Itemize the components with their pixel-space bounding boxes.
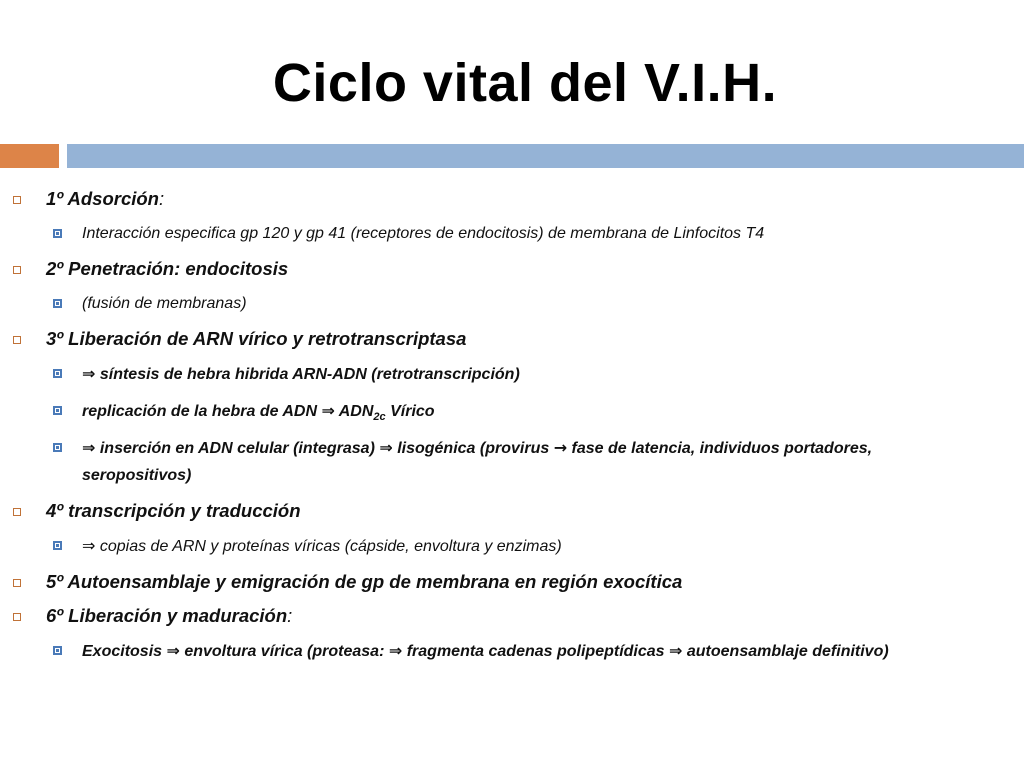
implies-icon: ⇒ [379, 438, 393, 457]
sub-item-text: síntesis de hebra hibrida ARN-ADN (retrotranscripción) [95, 366, 520, 383]
sub-item-text: autoensamblaje definitivo) [682, 643, 889, 660]
sub-item-text: ADN [334, 403, 374, 420]
list-item-penetracion [0, 256, 1024, 282]
square-bullet-icon [13, 196, 21, 204]
sub-item-text: lisogénica (provirus [392, 440, 554, 457]
sub-item-text: replicación de la hebra de ADN [82, 403, 322, 420]
item-label: 4º transcripción y traducción [46, 500, 301, 521]
slide-title: Ciclo vital del V.I.H. [272, 53, 778, 113]
implies-icon: ⇒ [82, 364, 96, 383]
item-label: 6º Liberación y maduración [46, 605, 288, 626]
square-bullet-icon [53, 369, 62, 378]
sub-item-text: fragmenta cadenas polipeptídicas [402, 643, 670, 660]
sub-item-text: Interacción especifica gp 120 y gp 41 (receptores de endocitosis) de membrana de Linfocitos T4 [82, 225, 765, 242]
sub-item [0, 290, 1024, 317]
square-bullet-icon [13, 266, 21, 274]
title-rule-accent-right [67, 144, 1024, 168]
list-item-maduracion [0, 603, 1024, 629]
item-suffix: : endocitosis [174, 258, 289, 279]
implies-icon: ⇒ [669, 641, 683, 660]
square-bullet-icon [13, 579, 21, 587]
sub-item [0, 637, 1024, 665]
implies-icon: ⇒ [388, 641, 403, 660]
subscript: 2c [373, 411, 386, 424]
item-label: 1º Adsorción [46, 188, 159, 209]
square-bullet-icon [53, 229, 62, 238]
sub-item-text: Exocitosis [82, 643, 167, 660]
sub-item-text: Vírico [385, 403, 435, 420]
implies-icon: ⇒ [166, 641, 180, 660]
square-bullet-icon [53, 646, 62, 655]
square-bullet-icon [13, 336, 21, 344]
square-bullet-icon [13, 613, 21, 621]
square-bullet-icon [13, 508, 21, 516]
list-item-autoensamblaje [0, 569, 1024, 595]
list-item-liberacion-arn [0, 326, 1024, 352]
sub-item [0, 220, 1024, 247]
sub-item [0, 532, 1024, 560]
square-bullet-icon [53, 406, 62, 415]
implies-icon: ⇒ [82, 438, 96, 457]
implies-icon: ⇒ [82, 536, 96, 555]
sub-item-text: (fusión de membranas) [82, 295, 247, 312]
bullet-list [0, 186, 1024, 674]
sub-item-text: envoltura vírica (proteasa: [179, 643, 389, 660]
sub-item [0, 397, 1024, 425]
implies-icon: ⇒ [321, 401, 335, 420]
item-label: 3º Liberación de ARN vírico y retrotranscriptasa [46, 328, 467, 349]
item-label: 2º Penetración [46, 258, 175, 279]
item-label: 5º Autoensamblaje y emigración de gp de membrana en región exocítica [46, 571, 683, 592]
sub-item-text: inserción en ADN celular (integrasa) [95, 440, 380, 457]
item-suffix: : [158, 188, 165, 209]
arrow-right-icon: → [553, 438, 568, 457]
list-item-adsorcion [0, 186, 1024, 212]
square-bullet-icon [53, 299, 62, 308]
sub-item-text: fase de latencia, individuos portadores, seropositivos) [82, 440, 873, 484]
sub-item [0, 434, 1024, 489]
square-bullet-icon [53, 443, 62, 452]
list-item-transcripcion [0, 498, 1024, 524]
sub-item [0, 360, 1024, 388]
item-suffix: : [287, 605, 293, 626]
sub-item-text: copias de ARN y proteínas víricas (cápside, envoltura y enzimas) [95, 538, 562, 555]
square-bullet-icon [53, 541, 62, 550]
title-rule-accent-left [0, 144, 59, 168]
